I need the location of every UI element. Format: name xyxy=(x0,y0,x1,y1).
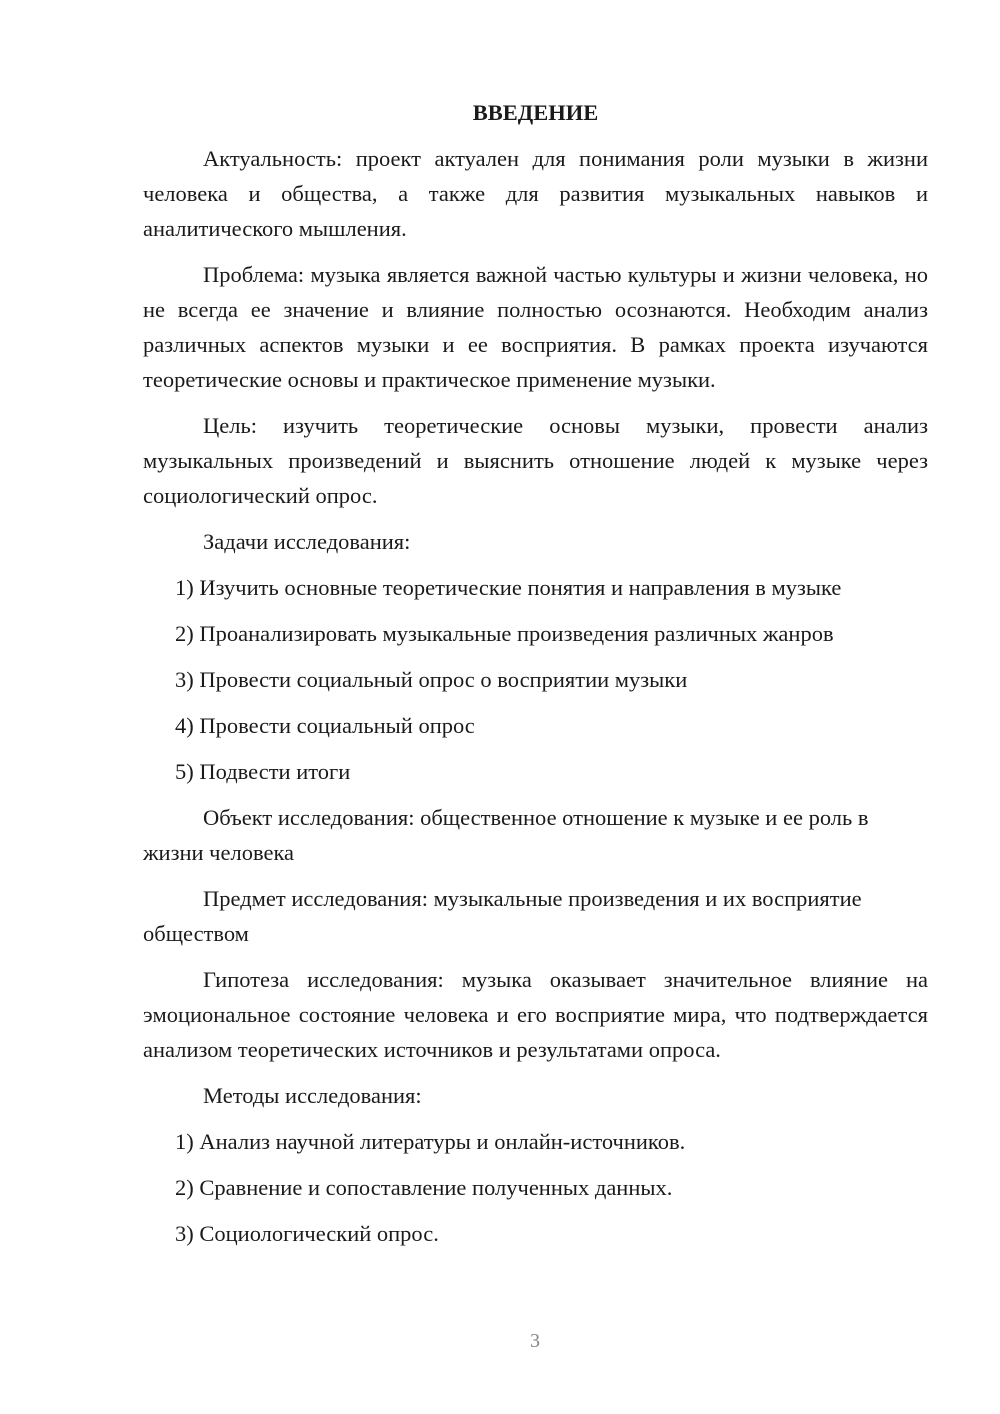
tasks-list xyxy=(143,570,928,789)
task-item: 1) Изучить основные теоретические понятия и направления в музыке xyxy=(175,575,842,600)
page-title: ВВЕДЕНИЕ xyxy=(472,100,599,125)
problem-paragraph: Проблема: музыка является важной частью культуры и жизни человека, но не всегда ее значение и влияние полностью осознаются. Необходим анализ различных аспектов музыки и ее восприятия. В рамках проекта изучаются теоретические основы и практическое применение музыки. xyxy=(143,262,928,392)
object-paragraph: Объект исследования: общественное отношение к музыке и ее роль в жизни человека xyxy=(143,805,869,865)
subject-paragraph: Предмет исследования: музыкальные произведения и их восприятие обществом xyxy=(143,886,862,946)
task-item: 3) Провести социальный опрос о восприятии музыки xyxy=(175,667,688,692)
page-number: 3 xyxy=(530,1330,540,1352)
goal-paragraph: Цель: изучить теоретические основы музыки, провести анализ музыкальных произведений и выяснить отношение людей к музыке через социологический опрос. xyxy=(143,413,928,508)
methods-heading: Методы исследования: xyxy=(203,1083,422,1108)
task-item: 2) Проанализировать музыкальные произведения различных жанров xyxy=(175,621,834,646)
relevance-paragraph: Актуальность: проект актуален для понимания роли музыки в жизни человека и общества, а также для развития музыкальных навыков и аналитического мышления. xyxy=(143,146,928,241)
methods-list xyxy=(143,1124,928,1251)
task-item: 4) Провести социальный опрос xyxy=(175,713,475,738)
document-page xyxy=(143,95,928,1262)
hypothesis-paragraph: Гипотеза исследования: музыка оказывает значительное влияние на эмоциональное состояние человека и его восприятие мира, что подтверждается анализом теоретических источников и результатами опроса. xyxy=(143,967,928,1062)
method-item: 2) Сравнение и сопоставление полученных данных. xyxy=(175,1175,673,1200)
tasks-heading: Задачи исследования: xyxy=(203,529,411,554)
task-item: 5) Подвести итоги xyxy=(175,759,351,784)
method-item: 1) Анализ научной литературы и онлайн-источников. xyxy=(175,1129,686,1154)
method-item: 3) Социологический опрос. xyxy=(175,1221,439,1246)
